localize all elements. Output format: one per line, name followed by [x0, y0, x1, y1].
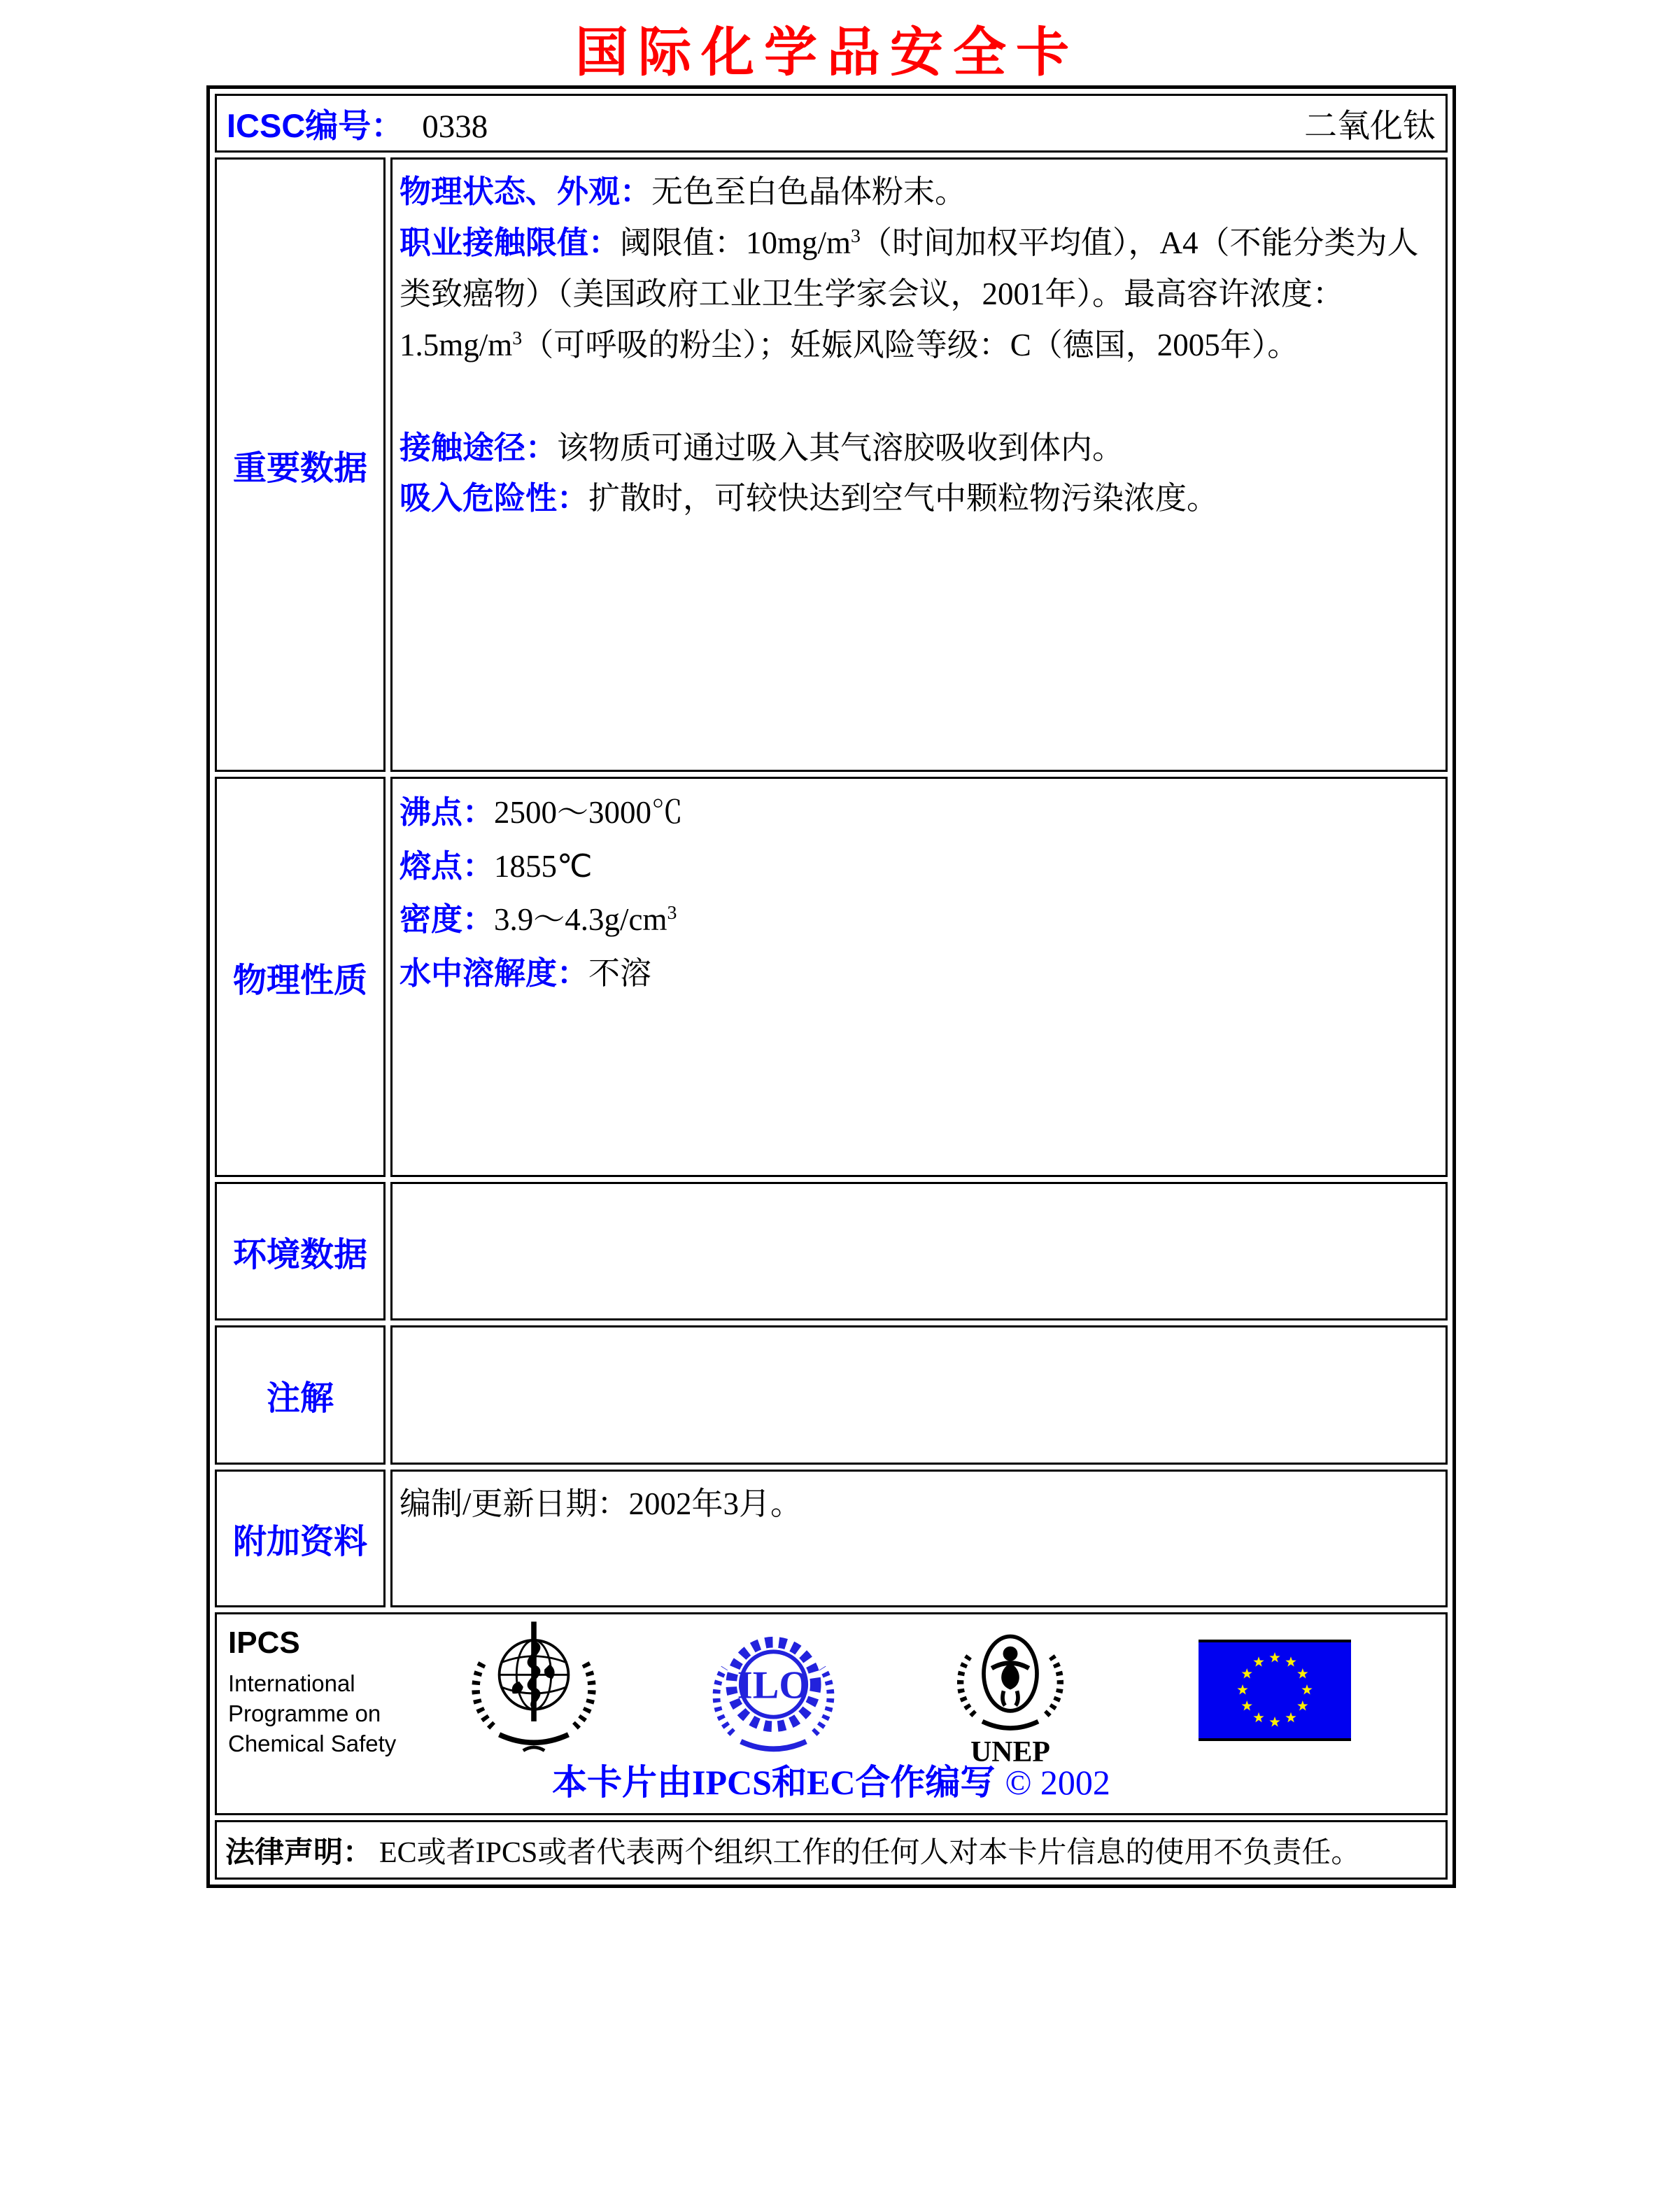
unep-letters: UNEP: [970, 1736, 1050, 1769]
footer-caption: [217, 1754, 1446, 1805]
field-value: $3.9\sim 4.3g/cm^3$: [494, 902, 677, 938]
page-title: 国际化学品安全卡: [575, 24, 1079, 83]
field-value: 2500～3000℃: [494, 795, 684, 830]
ilo-letters: ILO: [737, 1663, 810, 1707]
paragraph-exposure-routes: [400, 423, 1434, 474]
icsc-number-value: 0338: [422, 108, 488, 145]
field-value: 不溶: [588, 955, 652, 991]
ilo-logo-icon: [712, 1624, 835, 1771]
important-data-content: [390, 157, 1448, 772]
environmental-data-row-label: 环境数据: [215, 1182, 386, 1320]
field-label: 沸点：: [400, 794, 495, 830]
physical-properties-content: [390, 777, 1448, 1177]
footer-cell: [215, 1612, 1448, 1815]
property-boiling-point: [400, 786, 1434, 840]
important-data-row: [215, 157, 1448, 772]
chemical-name: 二氧化钛: [1304, 108, 1436, 145]
field-value: 该物质可通过吸入其气溶胶吸收到体内。: [557, 430, 1124, 465]
ipcs-subtitle-line: Chemical Safety: [228, 1730, 397, 1756]
paragraph-occupational-limits: [400, 218, 1434, 371]
legal-cell: [215, 1820, 1448, 1880]
notes-row: [215, 1325, 1448, 1465]
environmental-data-content: [390, 1182, 1448, 1320]
icsc-number-label: ICSC编号：: [227, 106, 404, 144]
field-value: 阈限值：$10mg/m^3$（时间加权平均值），A4（不能分类为人类致癌物）（美国政府工业卫生学家会议，2001年）。最高容许浓度：$1.5mg/m^3$（可呼吸的粉尘）；妊娠风险等级：C（德国，2005年）。: [400, 225, 1419, 362]
footer-caption-text: 本卡片由IPCS和EC合作编写: [552, 1763, 996, 1802]
field-value: 无色至白色晶体粉末。: [651, 174, 967, 209]
footer-row: [215, 1612, 1448, 1815]
additional-info-row: [215, 1470, 1448, 1607]
legal-row: [215, 1820, 1448, 1880]
field-label: 水中溶解度：: [400, 954, 589, 991]
field-label: 密度：: [400, 901, 495, 938]
footer-copyright: © 2002: [1005, 1763, 1110, 1802]
paragraph-physical-state: [400, 167, 1434, 218]
notes-row-label: 注解: [215, 1325, 386, 1465]
paragraph-inhalation-risk: [400, 473, 1434, 524]
legal-label: 法律声明：: [225, 1835, 373, 1868]
field-label: 接触途径：: [400, 429, 558, 465]
field-label: 物理状态、外观：: [400, 174, 652, 209]
header-row: [215, 94, 1448, 153]
unep-logo-icon: [957, 1621, 1063, 1773]
header-cell: [215, 94, 1448, 153]
important-data-row-label: 重要数据: [215, 157, 386, 772]
property-melting-point: [400, 840, 1434, 894]
field-value: 扩散时，可较快达到空气中颗粒物污染浓度。: [588, 481, 1219, 516]
ipcs-title: IPCS: [228, 1626, 300, 1660]
additional-info-row-label: 附加资料: [215, 1470, 386, 1607]
ipcs-subtitle-line: Programme on: [228, 1700, 381, 1726]
icsc-number-group: [227, 100, 488, 147]
notes-content: [390, 1325, 1448, 1465]
paragraph-update-date: 编制/更新日期：2002年3月。: [400, 1486, 803, 1521]
environmental-data-row: [215, 1182, 1448, 1320]
icsc-card-table: [206, 85, 1456, 1888]
property-water-solubility: [400, 947, 1434, 1001]
field-label: 熔点：: [400, 847, 495, 884]
property-density: [400, 893, 1434, 947]
physical-properties-row: [215, 777, 1448, 1177]
ipcs-subtitle-line: International: [228, 1670, 355, 1696]
field-value: 1855℃: [494, 848, 593, 884]
field-label: 吸入危险性：: [400, 480, 589, 516]
eu-flag-icon: [1199, 1640, 1351, 1741]
legal-text: EC或者IPCS或者代表两个组织工作的任何人对本卡片信息的使用不负责任。: [379, 1836, 1361, 1869]
field-label: 职业接触限值：: [400, 224, 621, 260]
physical-properties-row-label: 物理性质: [215, 777, 386, 1177]
who-logo-icon: [467, 1620, 600, 1769]
additional-info-content: [390, 1470, 1448, 1607]
ipcs-text-block: [228, 1626, 396, 1759]
